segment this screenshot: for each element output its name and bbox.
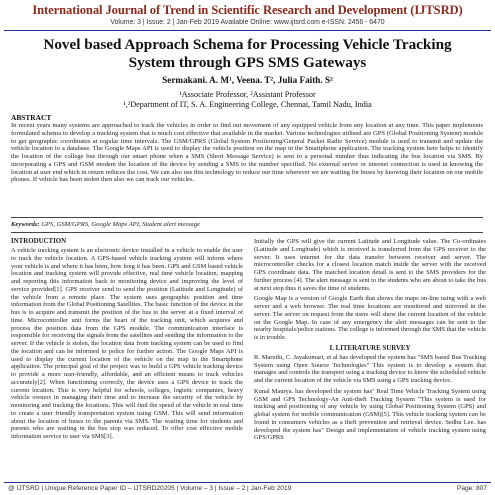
footer-page-number: Page: 807 — [456, 485, 487, 492]
right-paragraph-1: Initially the GPS will give the current Latitude and Longitude value. The Co-ordinates (Latitude and Longitude) which is received is transferred from the GPS receiver to the server. It uses internet for the data transfer between receiver and server. The microcontroller checks for a closest location match inside the server with the received GPS coordinate data. The matched location detail is sent to the SMS providers for the further process [4]. The alert message is sent to the students who are about to take the bus at next stop thus it saves the time of students. — [254, 238, 486, 292]
abstract-rule — [11, 217, 483, 218]
journal-title: International Journal of Trend in Scientific Research and Development (IJTSRD) — [32, 3, 463, 17]
journal-meta: Volume: 3 | Issue: 2 | Jan-Feb 2019 Available Online: www.ijtsrd.com e-ISSN: 2456 - 6470 — [110, 19, 385, 26]
affiliation-department: ¹,²Department of IT, S. A. Engineering College, Chennai, Tamil Nadu, India — [123, 100, 372, 109]
keywords-rule — [11, 232, 483, 233]
right-paragraph-4: Kunal Maurya. has developed the system has" Real Time Vehicle Tracking System using GSM and GPS Technology-An Anti-theft Tracking System "This system is used for tracking and positioning of any vehicle by using Global Positioning System (GPS) and global system for mobile communication (GSM)[5]. This vehicle tracking system can be found in consumers vehicles as a theft prevention and retrieval device. Sedhu Lee. has developed the system has" Design and implementation of vehicle tracking system using GPS/GPRS — [254, 387, 486, 442]
authors: Sermakani. A. M¹, Veena. T², Julia Faith. S² — [162, 75, 333, 85]
keywords-label: Keywords: — [11, 221, 40, 228]
paper-title: Novel based Approach Schema for Processing Vehicle Tracking System through GPS SMS Gateways — [43, 36, 452, 71]
introduction-paragraph: A vehicle tracking system is an electronic device installed in a vehicle to enable the user to track the vehicle location. A GPS-based vehicle tracking system will inform where your vehicle is and where it has been, how long it has been. GPS and GSM based vehicle location and tracking system will provide effective, real time vehicle location, mapping and reporting this information back to monitoring device and improving the level of service provided[1]. GPS receiver send to send the position (Latitude and Longitude) of the vehicle from a remote place. The system uses geographic position and time information from the Global Positioning Satellites. The basic function of the device in the bus is to acquire and transmit the position of the bus to the server at a fixed interval of time. Microcontroller unit forms the heart of the tracking unit, which acquires and process the position data from the GPS module. The communication interface is responsible for receiving the signals from the satellites and sending the information to the server. If the vehicle is stolen, the location data from tracking system can be used to find the location and can be informed to police for further action. The Google Maps API is used to display the current location of the vehicle on the map in the Smartphone application. The principal goal of the project was to build a GPS vehicle tracking device to provide a more user-friendly, affordable, and an efficient means to track vehicles accurately[2]. When functioning correctly, the device uses a GPS device to track the current location. This is very helpful for schools, colleges, logistic companies, heavy vehicle owners in managing their time and to increase the security of the vehicle by monitoring and tracking the locations. This will find the speed of the vehicle in real time to create a user friendly transportation system using GSM. This will send information about the location of buses to the parents via SMS. The waiting time for students and parents who are waiting in the bus stop was reduced. To offer cost effective mobile information service to user via SMS[3]. — [11, 247, 243, 440]
keywords — [11, 221, 483, 228]
right-column — [254, 238, 486, 445]
introduction-heading: INTRODUCTION — [11, 238, 67, 245]
left-column — [11, 238, 243, 444]
footer-reference: @ IJTSRD | Unique Reference Paper ID – IJTSRD20205 | Volume – 3 | Issue – 2 | Jan-Feb 2019 — [8, 485, 292, 492]
footer-rule — [4, 482, 491, 483]
right-paragraph-2: Google Map is a version of Google Earth that shows the maps on-line using with a web server and a web browser. The real time locations are monitored and mirrored in the server. The server on request from the users will show the current location of the vehicle on the Google Map. In case of any emergency the alert messages can be sent to the nearby hospitals/police stations. The college is informed through the SMS that the vehicle is in trouble. — [254, 295, 486, 341]
right-paragraph-3: R. Maruthi, C. Jayakumari, et al has developed the system has "SMS based Bus Tracking System using Open Source Technologies" This system is to develop a system that manages and controls the transport using a tracking device to know the scheduled vehicle and the current location of the vehicle via SMS using a GPS tracking device. — [254, 353, 486, 384]
literature-survey-heading: I. LITERATURE SURVEY — [329, 344, 411, 352]
abstract-heading: ABSTRACT — [11, 113, 52, 122]
header-rule — [4, 30, 491, 31]
keywords-text: GPS, GSM/GPRS, Google Maps API, Student alert message — [41, 221, 201, 228]
abstract-body: In recent years many systems are approached to track the vehicles in order to find out movement of any equipped vehicle from any location at any time. This paper implements formulated schema to develop a tracking system that is much cost effective that available in the market. Various technologies utilised are GPS (Global Positioning System) module to get geographic coordinates at regular time intervals. The GSM/GPRS (Global System Positioning/General Packet Radio Service) module is used to transmit and update the vehicle location to a database. The Google Maps API is used to display the vehicle position on the map in the Smartphone application. The tracking system here helps to identify the location of the college bus through our smart phone when a SMS (Short Message Service) is sent to a personal number thus indicating the bus location via SMS. By incorporating a GPS and GSM modem the location of the device by sending a SMS to the number specified. No external server or internet connection is used in knowing the location at user end which in return reduces the cost. We can also use this technology to reduce our time wherever we are waiting for buses by knowing their location on our mobile phones. If vehicle has been stolen then also we can track our vehicles. — [11, 122, 483, 184]
affiliation-roles: ¹Associate Professor, ²Assistant Professor — [179, 90, 316, 99]
